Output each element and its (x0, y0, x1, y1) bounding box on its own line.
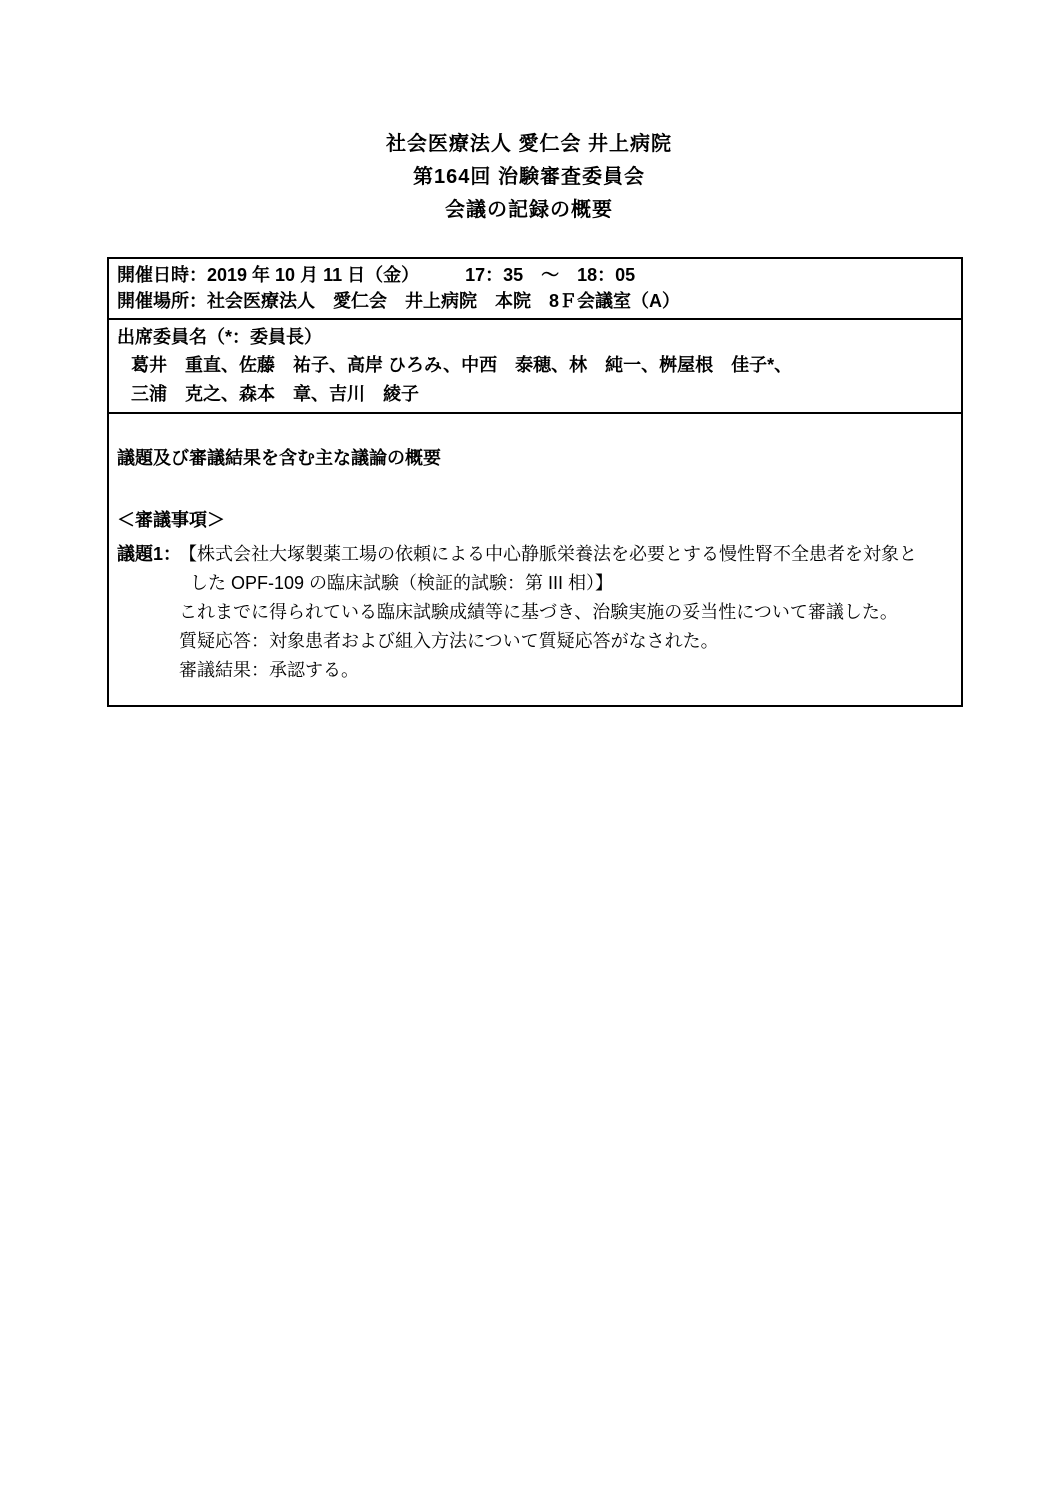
meeting-record-table (107, 257, 963, 707)
discussion-section (109, 414, 961, 705)
meeting-datetime-row (117, 262, 953, 288)
document-title (0, 128, 1058, 227)
location-label: 開催場所： (117, 291, 207, 311)
attendees-section (109, 320, 961, 414)
attendees-line-2: 三浦 克之、森本 章、吉川 綾子 (131, 384, 419, 404)
attendees-header: 出席委員名（*：委員長） (117, 327, 323, 347)
title-line-organization: 社会医療法人 愛仁会 井上病院 (385, 133, 673, 155)
topic-1-title-line-2: した OPF-109 の臨床試験（検証的試験：第 III 相）】 (190, 573, 614, 593)
datetime-label: 開催日時： (117, 265, 207, 285)
topic-1-result: 審議結果：承認する。 (179, 660, 359, 680)
time-range: 17：35 ～ 18：05 (465, 265, 636, 285)
location-value: 社会医療法人 愛仁会 井上病院 本院 8Ｆ会議室（A） (207, 291, 681, 311)
topic-1-body (179, 540, 953, 685)
meeting-info-section (109, 259, 961, 320)
title-line-committee: 第164回 治験審査委員会 (413, 166, 645, 188)
topic-1-label: 議題1： (117, 544, 182, 564)
attendees-line-1: 葛井 重直、佐藤 祐子、高岸 ひろみ、中西 泰穂、林 純一、桝屋根 佳子*、 (131, 355, 793, 375)
topic-1-deliberation: これまでに得られている臨床試験成績等に基づき、治験実施の妥当性について審議した。 (179, 602, 898, 622)
topic-item-1 (117, 540, 953, 685)
meeting-location-row (117, 288, 953, 314)
topic-1-qa: 質疑応答：対象患者および組入方法について質疑応答がなされた。 (179, 631, 719, 651)
datetime-value: 2019 年 10 月 11 日（金） (207, 265, 420, 285)
title-line-summary: 会議の記録の概要 (445, 199, 613, 221)
deliberation-items-title: ＜審議事項＞ (117, 510, 225, 530)
topic-1-title-line-1: 【株式会社大塚製薬工場の依頼による中心静脈栄養法を必要とする慢性腎不全患者を対象と (179, 544, 917, 564)
discussion-heading: 議題及び審議結果を含む主な議論の概要 (117, 448, 441, 468)
